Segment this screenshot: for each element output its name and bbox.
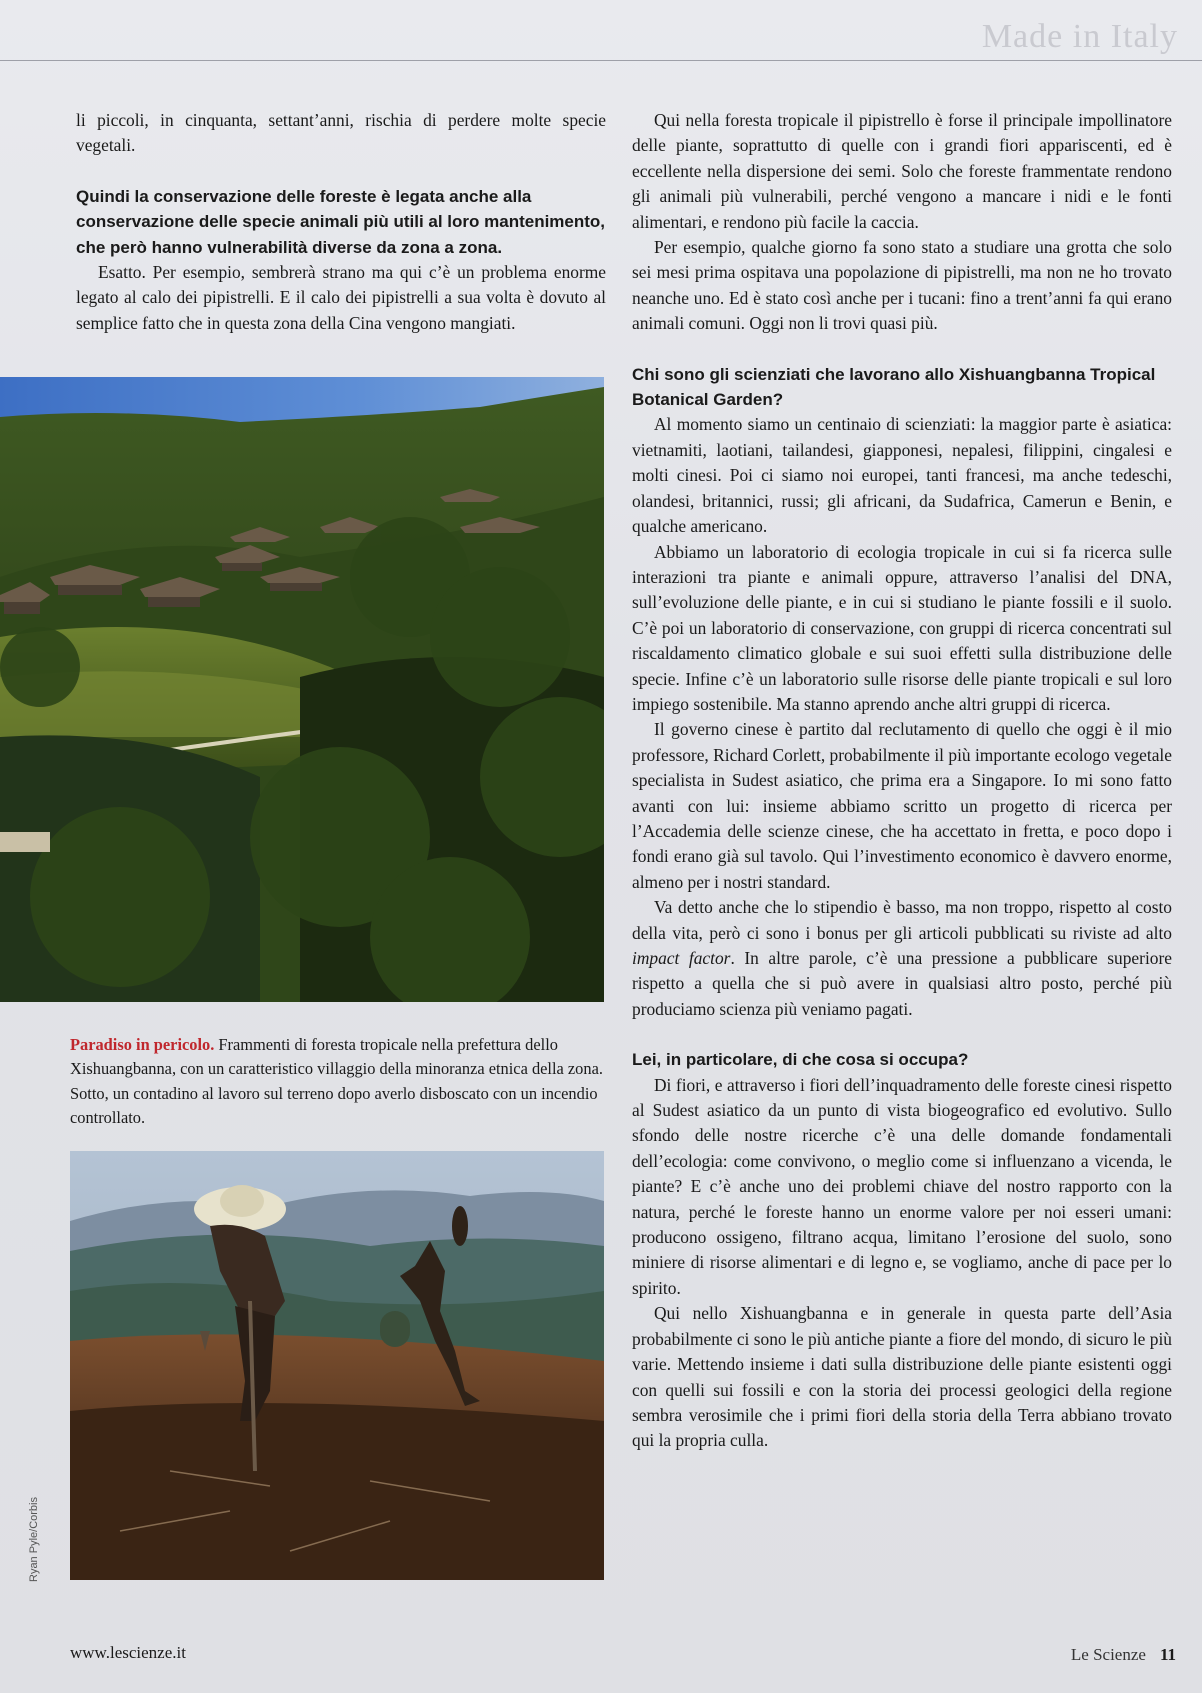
header-rule xyxy=(0,60,1202,61)
paragraph: Al momento siamo un centinaio di scienziati: la maggior parte è asiatica: vietnamiti, laotiani, tailandesi, giapponesi, nepalesi, filippini, cingalesi e molti cinesi. Poi ci siamo noi europei, tanti francesi, ma anche tedeschi, olandesi, britannici, russi; gli africani, da Sudafrica, Camerun e Benin, e qualche americano. xyxy=(632,414,1172,537)
paragraph: Qui nello Xishuangbanna e in generale in questa parte dell’Asia probabilmente ci sono le più antiche piante a fiore del mondo, di sicuro le più varie. Mettendo insieme i dati sulla distribuzione delle piante esistenti oggi con quelli sui fossili e con la storia dei processi geologici della regione sembra verosimile che i primi fiori della storia della Terra abbiano trovato qui la propria culla. xyxy=(632,1303,1172,1451)
paragraph: Per esempio, qualche giorno fa sono stato a studiare una grotta che solo sei mesi prima ospitava una popolazione di pipistrelli, ma non ne ho trovato neanche uno. Ed è stato così anche per i tucani: fino a trent’anni fa qui erano animali comuni. Oggi non li trovi quasi più. xyxy=(632,237,1172,334)
interview-question: Lei, in particolare, di che cosa si occupa? xyxy=(632,1050,969,1070)
photo-credit-container xyxy=(28,1497,42,1672)
caption-lead: Paradiso in pericolo. xyxy=(70,1035,215,1054)
paragraph: Abbiamo un laboratorio di ecologia tropicale in cui si fa ricerca sulle interazioni tra piante e animali oppure, attraverso l’analisi del DNA, sull’evoluzione delle piante, e in cui si studiano le piante fossili e il suolo. C’è poi un laboratorio di conservazione, con gruppi di ricerca concentrati sul riscaldamento climatico globale e sui suoi effetti sulla distribuzione delle specie. Infine c’è un laboratorio sulle risorse delle piante tropicali e sul loro impiego sostenibile. Ma stanno aprendo anche altri gruppi di ricerca. xyxy=(632,541,1172,714)
right-column-text xyxy=(632,108,1172,1454)
page-footer xyxy=(1071,1645,1176,1665)
magazine-name: Le Scienze xyxy=(1070,1645,1146,1664)
text-span: . In altre parole, c’è una pressione a pubblicare superiore rispetto a quella che si può avere in qualsiasi altro posto, perché più produciamo scienza più veniamo pagati. xyxy=(632,948,1172,1019)
interview-question: Quindi la conservazione delle foreste è legata anche alla conservazione delle specie animali più utili al loro mantenimento, che però hanno vulnerabilità diverse da zona a zona. xyxy=(76,186,606,257)
page-number: 11 xyxy=(1159,1645,1176,1664)
paragraph: Il governo cinese è partito dal reclutamento di quello che oggi è il mio professore, Richard Corlett, probabilmente il più importante ecologo vegetale specialista in Sudest asiatico, che prima era a Singapore. Io mi sono fatto avanti con lui: insieme abbiamo scritto un progetto di ricerca per l’Accademia delle scienze cinese, che ha accettato in fretta, e poco dopo i fondi erano già sul tavolo. Qui l’investimento economico è davvero enorme, almeno per i nostri standard. xyxy=(632,719,1172,892)
photo-caption xyxy=(70,1033,604,1131)
text-span: Va detto anche che lo stipendio è basso, ma non troppo, rispetto al costo della vita, però ci sono i bonus per gli articoli pubblicati su riviste ad alto xyxy=(632,897,1172,943)
italic-term: impact factor xyxy=(632,948,731,968)
paragraph: Di fiori, e attraverso i fiori dell’inquadramento delle foreste cinesi rispetto al Sudest asiatico da un punto di vista biogeografico ed evolutivo. Sullo sfondo delle nostre ricerche c’è una delle domande fondamentali dell’ecologia: come convivono, o meglio come si influenzano a vicenda, le piante? E c’è anche uno dei problemi chiave del nostro rapporto con la natura, perché le foreste hanno un enorme valore per noi esseri umani: producono ossigeno, filtrano acqua, limitano l’erosione del suolo, sono miniere di risorse alimentari e di legno e, se vogliamo, anche di pace per lo spirito. xyxy=(632,1074,1172,1298)
left-column-text xyxy=(76,108,606,336)
paragraph: Esatto. Per esempio, sembrerà strano ma qui c’è un problema enorme legato al calo dei pipistrelli. E il calo dei pipistrelli a sua volta è dovuto al semplice fatto che in questa zona della Cina vengono mangiati. xyxy=(76,262,606,333)
website-url: www.lescienze.it xyxy=(70,1643,186,1662)
photo-credit: Ryan Pyle/Corbis xyxy=(28,1497,40,1582)
interview-question: Chi sono gli scienziati che lavorano allo Xishuangbanna Tropical Botanical Garden? xyxy=(632,364,1156,410)
village-forest-photo xyxy=(0,377,604,1002)
paragraph xyxy=(632,895,1172,1022)
paragraph: li piccoli, in cinquanta, settant’anni, rischia di perdere molte specie vegetali. xyxy=(76,110,606,156)
caption-text: Frammenti di foresta tropicale nella prefettura dello Xishuangbanna, con un caratteristico villaggio della minoranza etnica della zona. Sotto, un contadino al lavoro sul terreno dopo averlo disboscato con un incendio controllato. xyxy=(70,1035,603,1128)
running-head: Made in Italy xyxy=(981,18,1178,55)
paragraph: Qui nella foresta tropicale il pipistrello è forse il principale impollinatore delle piante, soprattutto di quelle con i grandi fiori appariscenti, ed è eccellente nella dispersione dei semi. Solo che foreste frammentate rendono gli animali più vulnerabili, perché vengono a mancare i nidi e le fonti alimentari, e rendono più facile la caccia. xyxy=(632,110,1172,232)
farmer-photo xyxy=(70,1151,604,1580)
